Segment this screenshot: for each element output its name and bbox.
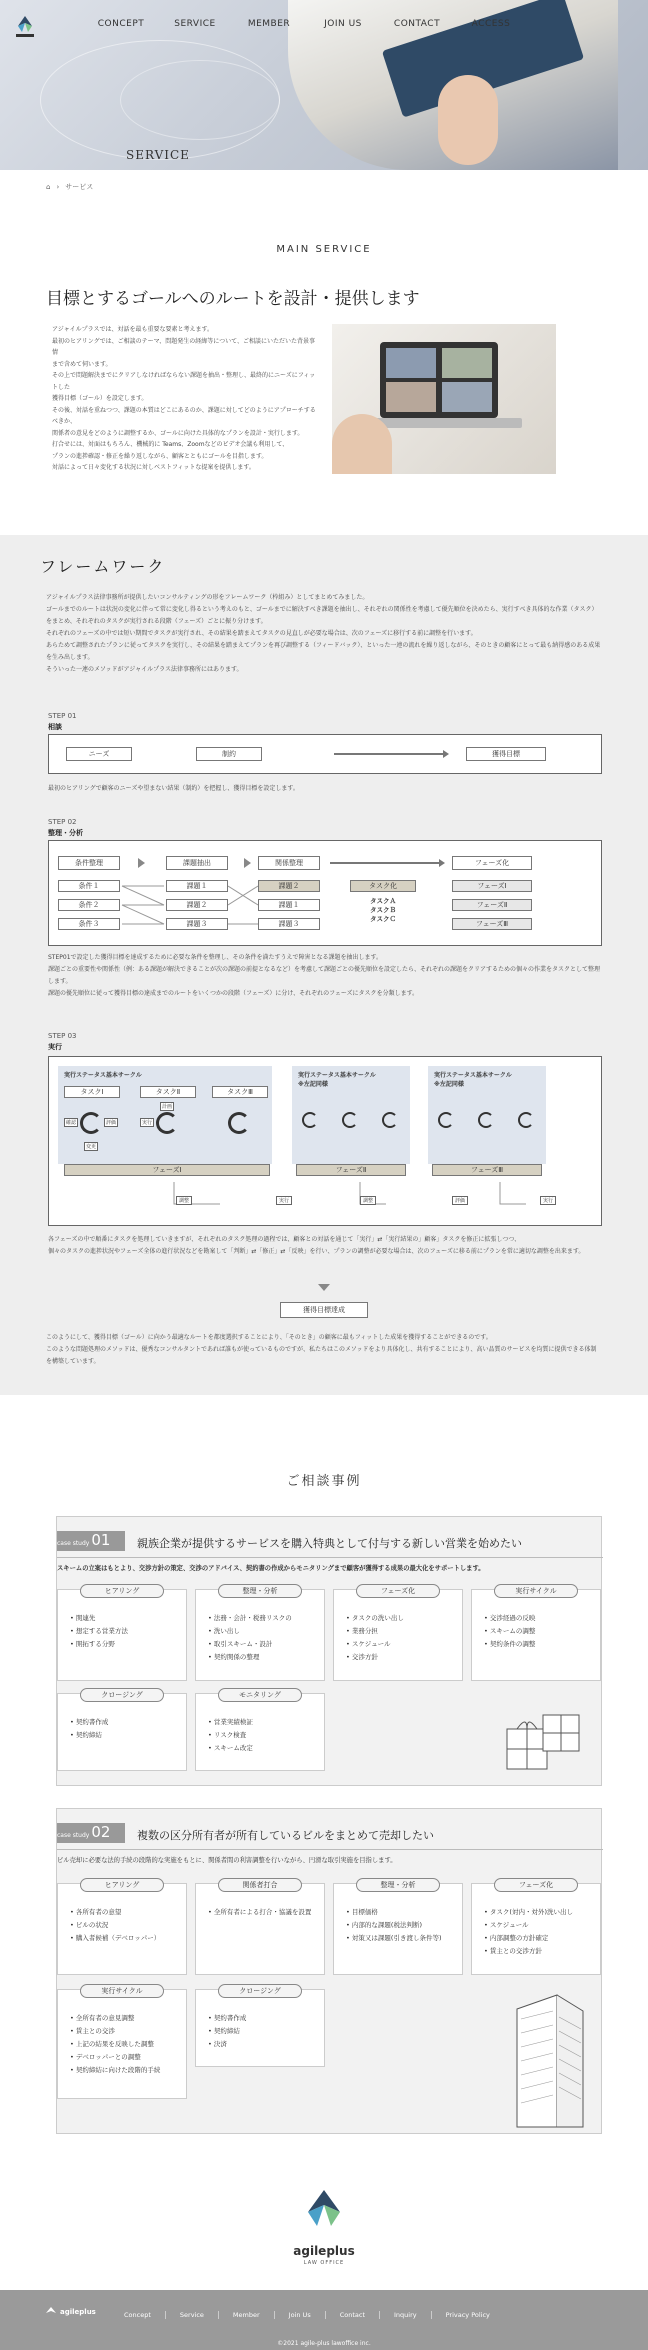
case1-title: 親族企業が提供するサービスを購入特典として付与する新しい営業を始めたい bbox=[137, 1537, 522, 1550]
case2-title: 複数の区分所有者が所有しているビルをまとめて売却したい bbox=[137, 1829, 434, 1842]
step2-header-relations: 関係整理 bbox=[258, 856, 320, 870]
footer-links bbox=[110, 2311, 504, 2319]
mini-plan: 計画 bbox=[161, 1104, 172, 1110]
main-nav bbox=[84, 19, 528, 29]
cycle-icon bbox=[478, 1112, 494, 1128]
task-list: タスクＡ タスクＢ タスクＣ bbox=[370, 897, 396, 923]
relation-item: 課題２ bbox=[258, 880, 320, 892]
video-meeting-photo bbox=[332, 324, 556, 474]
footer-link-join-us[interactable]: Join Us bbox=[274, 2311, 325, 2319]
condition-links bbox=[120, 880, 166, 930]
home-icon[interactable]: ⌂ bbox=[46, 183, 51, 191]
footer-link-privacy[interactable]: Privacy Policy bbox=[431, 2311, 504, 2319]
condition-item: 条件３ bbox=[58, 918, 120, 930]
mini-check: 変更 bbox=[85, 1144, 96, 1150]
building-illustration bbox=[497, 1989, 593, 2129]
footer-brand: agileplus bbox=[293, 2244, 355, 2258]
mini-cycle: 実行 bbox=[540, 1196, 556, 1205]
cycle-icon bbox=[228, 1112, 250, 1134]
framework-intro: アジャイルプラス法律事務所が提供したいコンサルティングの形をフレームワーク（枠組み）としてまとめてみました。 ゴールまでのルートは状況の変化に伴って常に変化し得るという考えのもと、ゴールまでに解決すべき課題を抽出し、それぞれの関係性を考慮して優先順位を決めたら、実行すべき具体的な作業（タスク）をまとめ、それぞれのタスクが実行される段階（フェーズ）ごとに振り分けます。 それぞれのフェーズの中では短い期間でタスクが実行され、その結果を踏まえてタスクの見直しが必要な場合は、次のフェーズに移行する前に調整を行います。 あらためて調整されたプランに従ってタスクを実行し、その結果を踏まえてプランを再び調整する（フィードバック）、といった一連の流れを繰り返しながら、そのときの顧客にとって最も納得感のある成果を生み出します。 そういった一連のメソッドがアジャイルプラス法律事務所にはあります。 bbox=[46, 594, 601, 673]
mini-confirm: 確認 bbox=[65, 1120, 76, 1126]
step3-phase: フェーズⅢ bbox=[432, 1164, 542, 1176]
breadcrumb-current: サービス bbox=[65, 183, 94, 191]
condition-item: 条件２ bbox=[58, 899, 120, 911]
case1-card-analysis: 整理・分析 • 法務・会計・税務リスクの • 洗い出し • 取引スキーム・設計 • 契約関係の整理 bbox=[195, 1589, 325, 1681]
case-study-2 bbox=[56, 1808, 602, 2134]
panel2-title: 実行ステータス基本サークル bbox=[298, 1072, 376, 1079]
mini-eval: 評価 bbox=[452, 1196, 468, 1205]
issue-links bbox=[228, 880, 258, 930]
condition-item: 条件１ bbox=[58, 880, 120, 892]
arrow-right-icon bbox=[244, 858, 251, 868]
mini-eval: 評価 bbox=[105, 1120, 116, 1126]
nav-concept[interactable]: CONCEPT bbox=[97, 19, 145, 29]
footer-small-logo[interactable]: agileplus bbox=[44, 2306, 96, 2322]
panel1-task: タスクⅡ bbox=[140, 1086, 196, 1098]
issue-item: 課題１ bbox=[166, 880, 228, 892]
cycle-icon bbox=[518, 1112, 534, 1128]
case2-card-closing: クロージング • 契約書作成 • 契約締結 • 決済 bbox=[195, 1989, 325, 2067]
phase-item: フェーズⅠ bbox=[452, 880, 532, 892]
panel1-task: タスクⅠ bbox=[64, 1086, 120, 1098]
step2-arrow bbox=[330, 862, 440, 864]
cycle-icon bbox=[80, 1112, 102, 1134]
case2-card-execution: 実行サイクル • 全所有者の意見調整 • 賃主との交渉 • 上記の結果を反映した調整 • デベロッパーとの調整 • 契約締結に向けた段階的手続 bbox=[57, 1989, 187, 2099]
phase-item: フェーズⅢ bbox=[452, 918, 532, 930]
cycle-icon bbox=[302, 1112, 318, 1128]
task-head: タスク化 bbox=[350, 880, 416, 892]
logo-icon bbox=[44, 2306, 58, 2320]
gift-boxes-illustration bbox=[497, 1695, 587, 1773]
footer-link-contact[interactable]: Contact bbox=[325, 2311, 379, 2319]
panel2-sub: ※左記同様 bbox=[298, 1081, 328, 1088]
mini-do: 実行 bbox=[141, 1120, 152, 1126]
case1-tag: case study 01 bbox=[57, 1531, 125, 1551]
footer-link-concept[interactable]: Concept bbox=[124, 2311, 151, 2319]
arrow-down-icon bbox=[318, 1284, 330, 1291]
step1-arrow bbox=[334, 753, 444, 755]
mini-adjust: 調整 bbox=[176, 1196, 192, 1205]
panel1-title: 実行ステータス基本サークル bbox=[64, 1072, 142, 1079]
nav-service[interactable]: SERVICE bbox=[174, 19, 216, 29]
page-title: SERVICE bbox=[126, 148, 190, 162]
case1-card-closing: クロージング • 契約書作成 • 契約締結 bbox=[57, 1693, 187, 1771]
case2-summary: ビル売却に必要な法的手続の段階的な実施をもとに、関係者間の利害調整を行いながら、円滑な取引実施を目指します。 bbox=[57, 1857, 397, 1864]
logo-icon[interactable] bbox=[10, 14, 40, 40]
case2-card-phasing: フェーズ化 • タスク(対内・対外)洗い出し • スケジュール • 内部調整の方針確定 • 賃主との交渉方針 bbox=[471, 1883, 601, 1975]
step1-tag: STEP 01 bbox=[48, 712, 77, 720]
case2-tag: case study 02 bbox=[57, 1823, 125, 1843]
step3-caption: 各フェーズの中で順番にタスクを処理していきますが、それぞれのタスク処理の過程では、顧客との対話を通じて「実行」⇄「実行結果の」顧客」タスクを修正に拡張しつつ、 個々のタスクの進捗状況やフェーズ全体の進行状況などを勘案して「判断」⇄「修正」⇄「反映」を行い、プランの調整が必要な場合は、次のフェーズに移る前にプランを常に適切な調整を出来ます。 bbox=[48, 1236, 585, 1255]
step2-tag: STEP 02 bbox=[48, 818, 77, 826]
issue-item: 課題２ bbox=[166, 899, 228, 911]
copyright: ©2021 agile-plus lawoffice inc. bbox=[277, 2340, 371, 2347]
nav-contact[interactable]: CONTACT bbox=[393, 19, 441, 29]
phase-item: フェーズⅡ bbox=[452, 899, 532, 911]
case2-card-meeting: 関係者打合 • 全所有者による打合・協議を設置 bbox=[195, 1883, 325, 1975]
step2-title: 整理・分析 bbox=[48, 829, 83, 837]
cycle-icon bbox=[438, 1112, 454, 1128]
panel3-sub: ※左記同様 bbox=[434, 1081, 464, 1088]
hero-decoration bbox=[120, 60, 280, 140]
case-study-1 bbox=[56, 1516, 602, 1786]
step2-caption: STEP01で設定した獲得目標を達成するために必要な条件を整理し、その条件を満たすうえで障害となる課題を抽出します。 課題ごとの重要性や関係性（例：ある課題が解決できることが次の課題の前提となるなど）を考慮して課題ごとの優先順位を設定したら、それぞれの課題をクリアするための個々の作業をタスクとして整理します。 課題の優先順位に従って獲得目標の達成までのルートをいくつかの段階（フェーズ）に分け、それぞれのフェーズにタスクを分類します。 bbox=[48, 954, 601, 997]
goal-achieved-badge: 獲得目標達成 bbox=[280, 1302, 368, 1318]
step3-tag: STEP 03 bbox=[48, 1032, 77, 1040]
step2-header-phases: フェーズ化 bbox=[452, 856, 532, 870]
arrow-right-icon bbox=[138, 858, 145, 868]
main-service-heading: 目標とするゴールへのルートを設計・提供します bbox=[46, 289, 420, 309]
nav-access[interactable]: ACCESS bbox=[471, 19, 511, 29]
cycle-icon bbox=[156, 1112, 178, 1134]
footer-link-member[interactable]: Member bbox=[218, 2311, 274, 2319]
laptop-screen bbox=[380, 342, 498, 418]
step2-header-conditions: 条件整理 bbox=[58, 856, 120, 870]
case1-card-phasing: フェーズ化 • タスクの洗い出し • 業務分担 • スケジュール • 交渉方針 bbox=[333, 1589, 463, 1681]
step1-needs: ニーズ bbox=[66, 747, 132, 761]
relation-item: 課題１ bbox=[258, 899, 320, 911]
footer-link-inquiry[interactable]: Inquiry bbox=[379, 2311, 431, 2319]
case1-summary: スキームの立案はもとより、交渉方針の策定、交渉のアドバイス、契約書の作成からモニタリングまで顧客が獲得する成果の最大化をサポートします。 bbox=[57, 1565, 485, 1572]
chevron-right-icon: › bbox=[56, 183, 60, 191]
panel1-task: タスクⅢ bbox=[212, 1086, 268, 1098]
step1-goal: 獲得目標 bbox=[466, 747, 546, 761]
cycle-icon bbox=[342, 1112, 358, 1128]
step3-phase: フェーズⅠ bbox=[64, 1164, 270, 1176]
issue-item: 課題３ bbox=[166, 918, 228, 930]
cases-title: ご相談事例 bbox=[286, 1474, 362, 1489]
step1-caption: 最初のヒアリングで顧客のニーズや望まない結果（制約）を把握し、獲得目標を設定します。 bbox=[48, 785, 299, 792]
footer-link-service[interactable]: Service bbox=[165, 2311, 218, 2319]
main-service-label: MAIN SERVICE bbox=[276, 244, 372, 255]
step3-phase: フェーズⅡ bbox=[296, 1164, 406, 1176]
case1-card-execution: 実行サイクル • 交渉経過の反映 • スキームの調整 • 契約条件の調整 bbox=[471, 1589, 601, 1681]
hero-hand bbox=[438, 75, 498, 165]
framework-closing: このようにして、獲得目標（ゴール）に向かう最適なルートを都度選択することにより、「そのとき」の顧客に最もフィットした成果を獲得することができるのです。 このような問題処理のメソッドは、優秀なコンサルタントであれば誰もが使っているものですが、私たちはこのメソッドをより具体化し、共有することにより、高い品質のサービスを均質に提供できる体制を構築しています。 bbox=[46, 1334, 597, 1365]
relation-item: 課題３ bbox=[258, 918, 320, 930]
step1-title: 相談 bbox=[48, 723, 62, 731]
breadcrumb bbox=[46, 182, 93, 192]
case1-card-hearing: ヒアリング • 関連先 • 想定する営業方法 • 開拓する分野 bbox=[57, 1589, 187, 1681]
case2-card-analysis: 整理・分析 • 目標価格 • 内部的な課題(税法判断) • 対策又は課題(引き渡し条件等) bbox=[333, 1883, 463, 1975]
main-service-text: アジャイルプラスでは、対話を最も重要な要素と考えます。 最初のヒアリングでは、ご相談のテーマ、問題発生の経緯等について、ご相談にいただいた背景事情 まで含めて伺います。 その上で問題解決までにクリアしなければならない課題を抽出・整理し、最終的にニーズにフィットした 獲得目標（ゴール）を設定します。 その後、対話を重ねつつ、課題の本質はどこにあるのか、課題に対してどのようにアプローチするべきか、 関係者の意見をどのように調整するか、ゴールに向けた具体的なプランを設計・実行します。 打合せには、対面はもちろん、機械的に Teams、Zoomなどのビデオ会議も利用して、 プランの進捗確認・修正を繰り返しながら、顧客とともにゴールを目指します。 対話によって日々変化する状況に対しベストフィットな提案を提供します。 bbox=[52, 326, 316, 471]
nav-join-us[interactable]: JOIN US bbox=[324, 19, 362, 29]
panel3-title: 実行ステータス基本サークル bbox=[434, 1072, 512, 1079]
footer-brand-sub: LAW OFFICE bbox=[303, 2260, 345, 2266]
step3-title: 実行 bbox=[48, 1043, 62, 1051]
nav-member[interactable]: MEMBER bbox=[247, 19, 291, 29]
step1-constraints: 制約 bbox=[196, 747, 262, 761]
hero-banner bbox=[0, 0, 648, 170]
mini-adjust: 調整 bbox=[360, 1196, 376, 1205]
framework-title: フレームワーク bbox=[40, 557, 166, 576]
case1-card-monitoring: モニタリング • 営業実績検証 • リスク検査 • スキーム改定 bbox=[195, 1693, 325, 1771]
cycle-icon bbox=[382, 1112, 398, 1128]
mini-cycle: 実行 bbox=[276, 1196, 292, 1205]
footer-logo-icon[interactable] bbox=[292, 2186, 356, 2246]
step2-header-issues: 課題抽出 bbox=[166, 856, 228, 870]
case2-card-hearing: ヒアリング • 各所有者の意望 • ビルの状況 • 購入者候補（デベロッパー） bbox=[57, 1883, 187, 1975]
